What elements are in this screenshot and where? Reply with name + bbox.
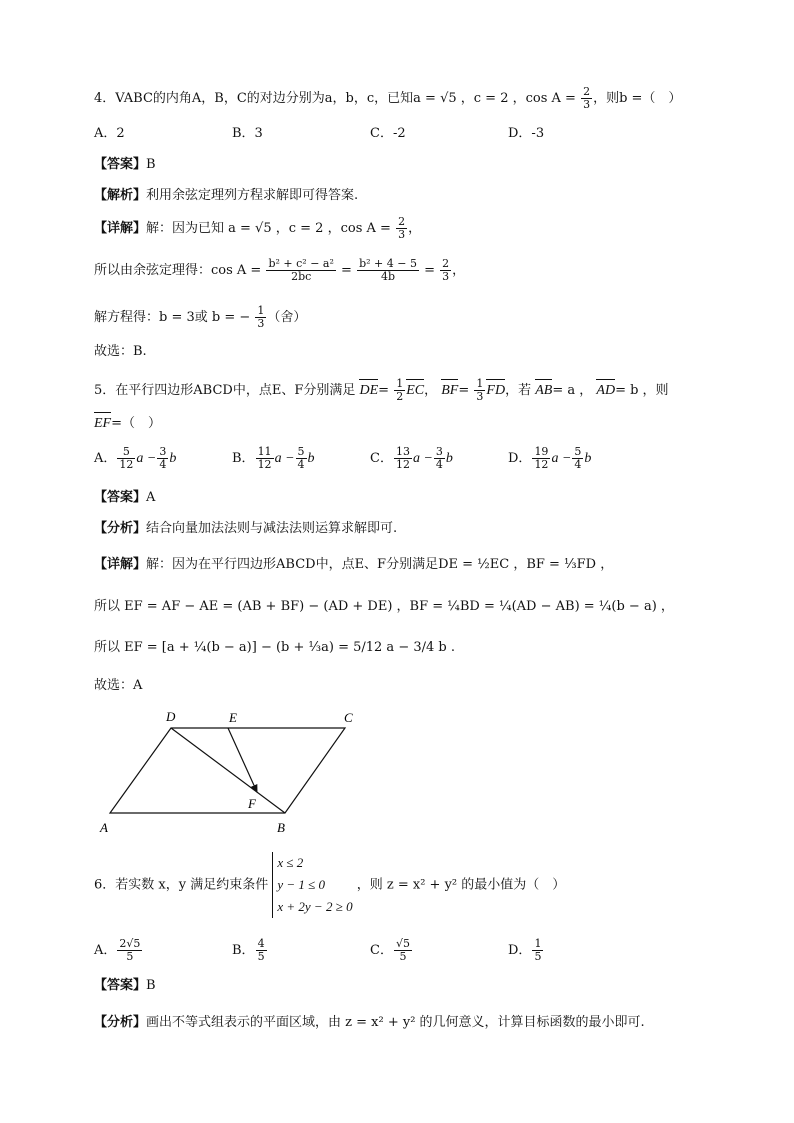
label-a: A	[100, 820, 108, 835]
q5-option-c: C． $\frac{13}{12}$ a − $\frac{3}{4}$ b	[370, 445, 453, 471]
q6-analysis: 【分析】画出不等式组表示的平面区域，由 z = x² + y² 的几何意义，计算目标函数的最小即可.	[94, 1015, 645, 1030]
q4-analysis: 【解析】利用余弦定理列方程求解即可得答案.	[94, 188, 359, 203]
label-f: F	[248, 796, 256, 811]
q4-option-a: A．2	[94, 126, 125, 141]
parallelogram-figure	[90, 700, 370, 845]
q4-stem: 4．VABC的内角A，B，C的对边分别为a，b，c，已知a = √5 ，c = 2 ，cos A = $\frac{2}{3}$ ，则b =（ ）	[94, 85, 682, 111]
q5-stem-cont: EF=（ ）	[94, 414, 161, 434]
label-d: D	[166, 709, 176, 724]
q5-analysis: 【分析】结合向量加法法则与减法法则运算求解即可.	[94, 521, 398, 536]
q4-cosine-law: 所以由余弦定理得：cos A = $\frac{\text{b² + c² − a²}}{2bc}$ = $\frac{\text{b² + 4 − 5}}{4b}$ = $\frac{2}{3}$ ，	[94, 257, 466, 283]
q6-option-b: B． $\frac{4}{5}$	[232, 937, 265, 963]
q4-answer: 【答案】B	[94, 157, 156, 172]
vector-ef-arrow	[228, 728, 257, 792]
q6-answer: 【答案】B	[94, 978, 156, 993]
q6-stem: 6．若实数 x，y 满足约束条件 x ≤ 2 y − 1 ≤ 0 x + 2y − 2 ≥ 0 ，则 z = x² + y² 的最小值为（ ）	[94, 852, 565, 918]
diagonal-db	[171, 728, 285, 813]
label-b: B	[277, 820, 285, 835]
label-e: E	[229, 710, 237, 725]
q5-step1: 所以 EF = AF − AE = (AB + BF) − (AD + DE) ，BF = ¼BD = ¼(AD − AB) = ¼(b − a) ，	[94, 599, 674, 614]
q5-option-b: B． $\frac{11}{12}$ a − $\frac{5}{4}$ b	[232, 445, 315, 471]
q4-option-d: D．-3	[508, 126, 545, 141]
q4-option-b: B．3	[232, 126, 263, 141]
q5-stem: 5．在平行四边形ABCD中，点E、F分别满足 DE= $\frac{1}{2}$ EC， BF= $\frac{1}{3}$ FD，若 AB= a ， AD= b ，则	[94, 377, 669, 403]
q4-conclusion: 故选：B.	[94, 344, 147, 359]
q5-detail: 【详解】解：因为在平行四边形ABCD中，点E、F分别满足DE = ½EC ，BF = ⅓FD ，	[94, 557, 614, 572]
constraint-system: x ≤ 2 y − 1 ≤ 0 x + 2y − 2 ≥ 0	[272, 852, 352, 918]
q5-answer: 【答案】A	[94, 490, 156, 505]
q6-option-d: D． $\frac{1}{5}$	[508, 937, 542, 963]
q5-option-d: D． $\frac{19}{12}$ a − $\frac{5}{4}$ b	[508, 445, 592, 471]
q4-solve: 解方程得：b = 3或 b = − $\frac{1}{3}$ （舍）	[94, 304, 307, 330]
q6-option-c: C． $\frac{√5}{5}$	[370, 937, 410, 963]
label-c: C	[344, 710, 353, 725]
q5-option-a: A． $\frac{5}{12}$ a − $\frac{3}{4}$ b	[94, 445, 177, 471]
q6-option-a: A． $\frac{2√5}{5}$	[94, 937, 141, 963]
q4-detail: 【详解】解：因为已知 a = √5 ，c = 2 ，cos A = $\frac{2}{3}$ ，	[94, 215, 422, 241]
q4-option-c: C．-2	[370, 126, 406, 141]
q5-step2: 所以 EF = [a + ¼(b − a)] − (b + ⅓a) = 5/12 a − 3/4 b .	[94, 640, 455, 655]
q5-conclusion: 故选：A	[94, 678, 143, 693]
